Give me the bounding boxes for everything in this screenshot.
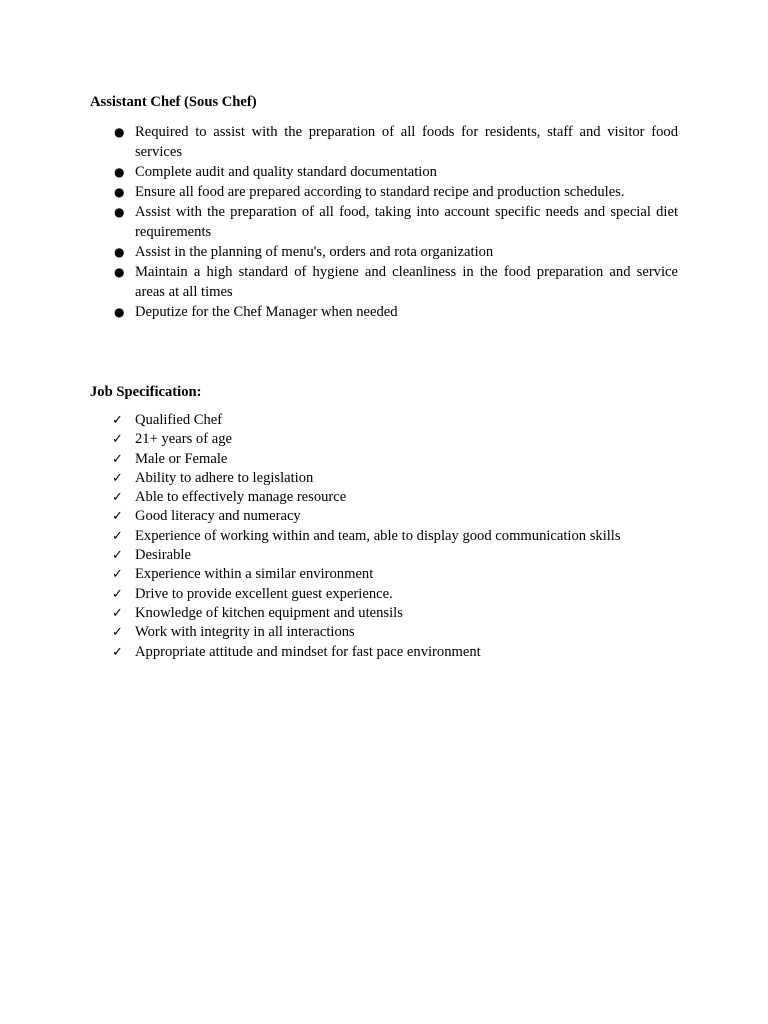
list-item-text: Desirable <box>135 547 191 564</box>
check-mark-icon: ✓ <box>112 567 123 583</box>
list-item-text: Appropriate attitude and mindset for fast pace environment <box>135 643 481 660</box>
list-item <box>90 450 678 469</box>
list-item <box>90 546 678 565</box>
list-item-text: Good literacy and numeracy <box>135 508 301 525</box>
list-item <box>90 411 678 430</box>
list-item-text: Required to assist with the preparation of all foods for residents, staff and visitor food services <box>135 124 678 160</box>
check-mark-icon: ✓ <box>112 548 123 564</box>
bullet-dot-icon: ● <box>114 125 125 139</box>
list-item-text: Ability to adhere to legislation <box>135 469 314 486</box>
list-item <box>90 565 678 584</box>
section-heading-job-specification: Job Specification: <box>90 384 202 400</box>
specification-list <box>90 411 678 662</box>
list-item-text: Experience of working within and team, able to display good communication skills <box>135 527 621 544</box>
check-mark-icon: ✓ <box>112 605 123 621</box>
bullet-dot-icon: ● <box>114 265 125 279</box>
list-item <box>90 623 678 642</box>
list-item <box>90 430 678 449</box>
list-item <box>90 302 678 322</box>
bullet-dot-icon: ● <box>114 305 125 319</box>
check-mark-icon: ✓ <box>112 644 123 660</box>
list-item <box>90 488 678 507</box>
bullet-dot-icon: ● <box>114 245 125 259</box>
check-mark-icon: ✓ <box>112 432 123 448</box>
list-item-text: Knowledge of kitchen equipment and utensils <box>135 604 403 621</box>
list-item <box>90 122 678 162</box>
check-mark-icon: ✓ <box>112 470 123 486</box>
list-item-text: Assist in the planning of menu's, orders and rota organization <box>135 244 494 260</box>
bullet-dot-icon: ● <box>114 185 125 199</box>
list-item-text: Able to effectively manage resource <box>135 489 347 506</box>
duties-list <box>90 122 678 322</box>
list-item <box>90 643 678 662</box>
list-item-text: Qualified Chef <box>135 412 223 428</box>
check-mark-icon: ✓ <box>112 490 123 506</box>
list-item-text: Male or Female <box>135 450 228 467</box>
list-item <box>90 585 678 604</box>
list-item <box>90 604 678 623</box>
list-item-text: 21+ years of age <box>135 431 232 448</box>
list-item <box>90 507 678 526</box>
list-item-text: Deputize for the Chef Manager when needed <box>135 304 398 320</box>
list-item-text: Maintain a high standard of hygiene and cleanliness in the food preparation and service areas at all times <box>135 264 678 300</box>
list-item-text: Complete audit and quality standard documentation <box>135 164 437 180</box>
section-heading-assistant-chef: Assistant Chef (Sous Chef) <box>90 94 257 110</box>
list-item-text: Work with integrity in all interactions <box>135 624 355 641</box>
list-item <box>90 182 678 202</box>
list-item-text: Ensure all food are prepared according to standard recipe and production schedules. <box>135 184 625 200</box>
check-mark-icon: ✓ <box>112 413 123 428</box>
list-item <box>90 242 678 262</box>
check-mark-icon: ✓ <box>112 625 123 641</box>
list-item-text: Experience within a similar environment <box>135 566 374 583</box>
bullet-dot-icon: ● <box>114 165 125 179</box>
list-item <box>90 162 678 182</box>
list-item <box>90 469 678 488</box>
check-mark-icon: ✓ <box>112 528 123 544</box>
list-item <box>90 262 678 302</box>
list-item <box>90 527 678 546</box>
check-mark-icon: ✓ <box>112 586 123 602</box>
check-mark-icon: ✓ <box>112 509 123 525</box>
check-mark-icon: ✓ <box>112 451 123 467</box>
bullet-dot-icon: ● <box>114 205 125 219</box>
list-item <box>90 202 678 242</box>
list-item-text: Assist with the preparation of all food, taking into account specific needs and special diet requirements <box>135 204 678 240</box>
list-item-text: Drive to provide excellent guest experience. <box>135 585 393 602</box>
